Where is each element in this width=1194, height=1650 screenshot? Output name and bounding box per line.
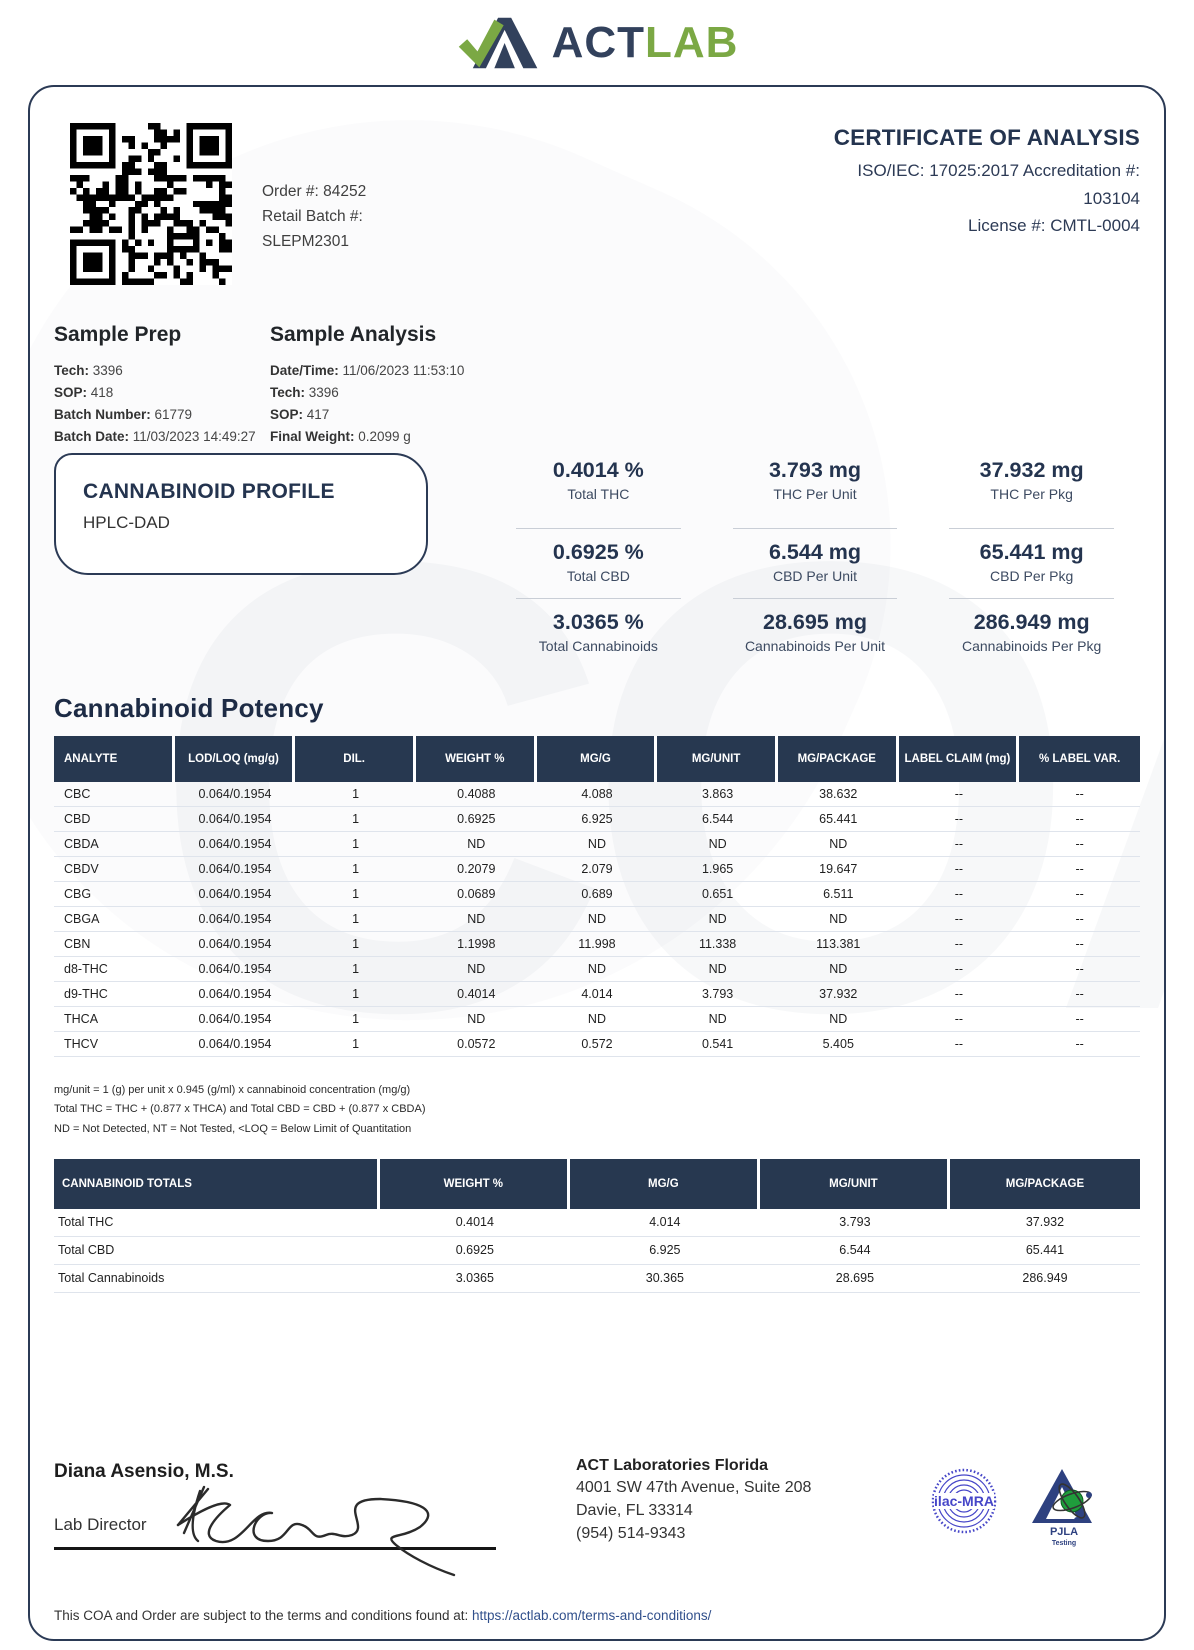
terms-link[interactable]: https://actlab.com/terms-and-conditions/ bbox=[471, 1608, 712, 1623]
summary-cell bbox=[490, 593, 707, 663]
summary-value: 3.793 mg bbox=[768, 458, 861, 482]
summary-label: Total THC bbox=[567, 486, 630, 502]
table-cell: ND bbox=[537, 832, 658, 857]
table-cell: 4.088 bbox=[537, 782, 658, 807]
footer-text: This COA and Order are subject to the terms and conditions found at: bbox=[54, 1608, 472, 1623]
profile-title: CANNABINOID PROFILE bbox=[83, 480, 335, 503]
actlab-logo-text bbox=[551, 17, 739, 67]
sample-prep-fields bbox=[54, 360, 270, 449]
table-cell: 1 bbox=[295, 782, 416, 807]
accreditation-line: ISO/IEC: 17025:2017 Accreditation #: bbox=[857, 161, 1140, 180]
table-cell: -- bbox=[1019, 1007, 1140, 1032]
table-cell: CBDA bbox=[54, 832, 175, 857]
sample-analysis-title: Sample Analysis bbox=[270, 323, 437, 346]
table-cell: 6.925 bbox=[537, 807, 658, 832]
table-cell: 19.647 bbox=[778, 857, 899, 882]
table-row bbox=[54, 957, 1140, 982]
table-cell: 0.651 bbox=[657, 882, 778, 907]
table-cell: CBGA bbox=[54, 907, 175, 932]
addr-line-1: 4001 SW 47th Avenue, Suite 208 bbox=[576, 1479, 812, 1497]
lab-name: ACT Laboratories Florida bbox=[576, 1456, 769, 1474]
table-cell: -- bbox=[899, 857, 1020, 882]
field: Batch Date: 11/03/2023 14:49:27 bbox=[54, 429, 256, 445]
table-cell: 28.695 bbox=[760, 1265, 950, 1293]
sample-analysis-section bbox=[270, 323, 465, 445]
certificate-accreditation bbox=[834, 157, 1140, 240]
table-cell: ND bbox=[657, 1007, 778, 1032]
table-row bbox=[54, 907, 1140, 932]
summary-cell bbox=[707, 523, 924, 593]
pjla-label: PJLA bbox=[1049, 1525, 1079, 1538]
summary-cell bbox=[923, 523, 1140, 593]
lab-director-role: Lab Director bbox=[54, 1514, 147, 1534]
table-row bbox=[54, 932, 1140, 957]
cannabinoid-profile-box bbox=[54, 453, 428, 575]
table-cell: 0.0572 bbox=[416, 1032, 537, 1057]
table-cell: ND bbox=[778, 832, 899, 857]
totals-table bbox=[54, 1159, 1140, 1293]
table-cell: Total CBD bbox=[54, 1237, 380, 1265]
table-cell: -- bbox=[899, 982, 1020, 1007]
table-cell: -- bbox=[899, 957, 1020, 982]
table-row bbox=[54, 782, 1140, 807]
table-cell: 0.6925 bbox=[380, 1237, 570, 1265]
signature-line bbox=[54, 1547, 496, 1550]
column-header: MG/G bbox=[570, 1159, 760, 1209]
table-cell: 38.632 bbox=[778, 782, 899, 807]
summary-label: THC Per Unit bbox=[773, 486, 857, 502]
column-header: MG/PACKAGE bbox=[950, 1159, 1140, 1209]
footnote-line: Total THC = THC + (0.877 x THCA) and Total CBD = CBD + (0.877 x CBDA) bbox=[54, 1103, 426, 1116]
table-cell: 0.4014 bbox=[380, 1209, 570, 1237]
lab-address bbox=[576, 1455, 811, 1546]
table-cell: -- bbox=[899, 807, 1020, 832]
table-cell: 0.064/0.1954 bbox=[175, 1007, 296, 1032]
table-cell: -- bbox=[1019, 782, 1140, 807]
summary-cell bbox=[923, 453, 1140, 523]
order-info bbox=[262, 179, 366, 254]
table-cell: CBG bbox=[54, 882, 175, 907]
certificate-title: CERTIFICATE OF ANALYSIS bbox=[833, 125, 1140, 150]
field: Tech: 3396 bbox=[54, 363, 123, 378]
summary-divider bbox=[949, 598, 1114, 599]
table-cell: d9-THC bbox=[54, 982, 175, 1007]
table-cell: ND bbox=[537, 957, 658, 982]
table-cell: 65.441 bbox=[950, 1237, 1140, 1265]
table-cell: CBN bbox=[54, 932, 175, 957]
table-row bbox=[54, 1007, 1140, 1032]
table-row bbox=[54, 982, 1140, 1007]
accreditation-number: 103104 bbox=[1083, 188, 1140, 208]
table-cell: 1 bbox=[295, 982, 416, 1007]
table-cell: -- bbox=[1019, 857, 1140, 882]
retail-batch-label: Retail Batch #: bbox=[262, 208, 363, 226]
table-cell: 0.064/0.1954 bbox=[175, 1032, 296, 1057]
summary-cell bbox=[490, 453, 707, 523]
table-cell: 1 bbox=[295, 1032, 416, 1057]
table-cell: -- bbox=[899, 882, 1020, 907]
table-cell: ND bbox=[657, 832, 778, 857]
field: SOP: 417 bbox=[270, 407, 330, 423]
table-row bbox=[54, 1209, 1140, 1237]
summary-label: CBD Per Pkg bbox=[990, 568, 1074, 584]
retail-batch-value: SLEPM2301 bbox=[262, 233, 350, 251]
logo-act: ACT bbox=[551, 17, 645, 67]
column-header: MG/UNIT bbox=[657, 736, 778, 782]
table-cell: 113.381 bbox=[778, 932, 899, 957]
table-cell: 11.998 bbox=[537, 932, 658, 957]
table-cell: 1 bbox=[295, 882, 416, 907]
table-row bbox=[54, 832, 1140, 857]
addr-line-2: Davie, FL 33314 bbox=[576, 1502, 693, 1520]
table-cell: ND bbox=[416, 832, 537, 857]
table-cell: 11.338 bbox=[657, 932, 778, 957]
table-row bbox=[54, 1032, 1140, 1057]
table-cell: -- bbox=[899, 832, 1020, 857]
table-cell: THCV bbox=[54, 1032, 175, 1057]
column-header: WEIGHT % bbox=[380, 1159, 570, 1209]
table-cell: -- bbox=[1019, 982, 1140, 1007]
summary-label: Cannabinoids Per Pkg bbox=[962, 638, 1102, 654]
svg-text:ilac-MRA: ilac-MRA bbox=[934, 1492, 994, 1509]
table-cell: 3.793 bbox=[760, 1209, 950, 1237]
summary-grid bbox=[490, 453, 1140, 663]
potency-table bbox=[54, 736, 1140, 1057]
table-cell: ND bbox=[537, 1007, 658, 1032]
table-cell: 6.925 bbox=[570, 1237, 760, 1265]
table-cell: 1 bbox=[295, 857, 416, 882]
column-header: % LABEL VAR. bbox=[1019, 736, 1140, 782]
table-cell: 37.932 bbox=[778, 982, 899, 1007]
table-cell: ND bbox=[416, 957, 537, 982]
table-cell: 4.014 bbox=[537, 982, 658, 1007]
table-cell: CBD bbox=[54, 807, 175, 832]
table-cell: 1.1998 bbox=[416, 932, 537, 957]
table-cell: -- bbox=[1019, 882, 1140, 907]
column-header: WEIGHT % bbox=[416, 736, 537, 782]
table-cell: ND bbox=[416, 1007, 537, 1032]
field: SOP: 418 bbox=[54, 385, 114, 401]
top-row bbox=[54, 87, 1140, 285]
table-cell: 6.544 bbox=[657, 807, 778, 832]
table-cell: 0.0689 bbox=[416, 882, 537, 907]
license-line: License #: CMTL-0004 bbox=[968, 216, 1140, 236]
table-cell: 1 bbox=[295, 1007, 416, 1032]
table-cell: ND bbox=[778, 907, 899, 932]
footer-terms bbox=[54, 1608, 1140, 1623]
table-cell: 1 bbox=[295, 932, 416, 957]
column-header: MG/UNIT bbox=[760, 1159, 950, 1209]
table-cell: 1 bbox=[295, 957, 416, 982]
table-cell: 0.064/0.1954 bbox=[175, 932, 296, 957]
table-cell: ND bbox=[537, 907, 658, 932]
column-header: LOD/LOQ (mg/g) bbox=[175, 736, 296, 782]
table-cell: 0.4014 bbox=[416, 982, 537, 1007]
summary-value: 3.0365 % bbox=[552, 610, 644, 634]
profile-row bbox=[54, 453, 1140, 663]
totals-body bbox=[54, 1209, 1140, 1293]
column-header: ANALYTE bbox=[54, 736, 175, 782]
table-cell: Total Cannabinoids bbox=[54, 1265, 380, 1293]
summary-label: Total Cannabinoids bbox=[538, 638, 658, 654]
table-cell: 1 bbox=[295, 832, 416, 857]
table-row bbox=[54, 1237, 1140, 1265]
summary-divider bbox=[516, 598, 681, 599]
table-cell: ND bbox=[657, 907, 778, 932]
table-cell: CBC bbox=[54, 782, 175, 807]
table-row bbox=[54, 882, 1140, 907]
table-cell: 30.365 bbox=[570, 1265, 760, 1293]
field: Final Weight: 0.2099 g bbox=[270, 429, 411, 445]
table-row bbox=[54, 857, 1140, 882]
table-cell: 0.064/0.1954 bbox=[175, 832, 296, 857]
table-row bbox=[54, 807, 1140, 832]
table-cell: THCA bbox=[54, 1007, 175, 1032]
table-cell: d8-THC bbox=[54, 957, 175, 982]
table-cell: -- bbox=[899, 1007, 1020, 1032]
summary-divider bbox=[516, 528, 681, 529]
order-number: Order #: 84252 bbox=[262, 183, 367, 200]
summary-cell bbox=[707, 593, 924, 663]
potency-title: Cannabinoid Potency bbox=[54, 693, 324, 723]
sample-prep-section bbox=[54, 323, 270, 445]
pjla-sub-label: Testing bbox=[1051, 1539, 1077, 1547]
signature-block bbox=[54, 1461, 524, 1550]
pjla-logo-icon bbox=[1028, 1465, 1100, 1547]
profile-method: HPLC-DAD bbox=[83, 513, 170, 532]
field: Batch Number: 61779 bbox=[54, 407, 193, 423]
table-cell: -- bbox=[899, 1032, 1020, 1057]
table-cell: ND bbox=[657, 957, 778, 982]
summary-cell bbox=[490, 523, 707, 593]
table-cell: CBDV bbox=[54, 857, 175, 882]
table-cell: 0.689 bbox=[537, 882, 658, 907]
table-cell: 4.014 bbox=[570, 1209, 760, 1237]
summary-cell bbox=[707, 453, 924, 523]
summary-label: Cannabinoids Per Unit bbox=[744, 638, 886, 654]
table-cell: 0.2079 bbox=[416, 857, 537, 882]
footnote-line: ND = Not Detected, NT = Not Tested, <LOQ = Below Limit of Quantitation bbox=[54, 1122, 412, 1135]
sample-prep-title: Sample Prep bbox=[54, 323, 182, 346]
summary-cell bbox=[923, 593, 1140, 663]
table-cell: 0.064/0.1954 bbox=[175, 882, 296, 907]
table-cell: -- bbox=[899, 782, 1020, 807]
summary-value: 65.441 mg bbox=[979, 540, 1084, 564]
summary-label: CBD Per Unit bbox=[772, 568, 857, 584]
summary-divider bbox=[733, 528, 898, 529]
sample-sections bbox=[54, 323, 1140, 445]
column-header: LABEL CLAIM (mg) bbox=[899, 736, 1020, 782]
table-cell: 3.863 bbox=[657, 782, 778, 807]
table-cell: ND bbox=[778, 1007, 899, 1032]
table-cell: 0.572 bbox=[537, 1032, 658, 1057]
table-cell: 37.932 bbox=[950, 1209, 1140, 1237]
certificate-header bbox=[834, 125, 1140, 240]
summary-value: 28.695 mg bbox=[763, 610, 867, 634]
table-cell: ND bbox=[778, 957, 899, 982]
column-header: CANNABINOID TOTALS bbox=[54, 1159, 380, 1209]
totals-header-row bbox=[54, 1159, 1140, 1209]
actlab-logo-icon bbox=[456, 14, 542, 72]
table-cell: 0.064/0.1954 bbox=[175, 782, 296, 807]
table-row bbox=[54, 1265, 1140, 1293]
table-cell: 5.405 bbox=[778, 1032, 899, 1057]
table-cell: -- bbox=[1019, 957, 1140, 982]
table-cell: 1 bbox=[295, 807, 416, 832]
table-cell: -- bbox=[1019, 832, 1140, 857]
header-logo bbox=[0, 0, 1194, 85]
table-cell: 6.544 bbox=[760, 1237, 950, 1265]
summary-label: THC Per Pkg bbox=[990, 486, 1073, 502]
logo-lab: LAB bbox=[645, 17, 739, 67]
field: Tech: 3396 bbox=[270, 385, 339, 401]
column-header: DIL. bbox=[295, 736, 416, 782]
signature-row bbox=[54, 1456, 1140, 1550]
summary-label: Total CBD bbox=[566, 568, 630, 584]
table-cell: -- bbox=[1019, 932, 1140, 957]
footnote-line: mg/unit = 1 (g) per unit x 0.945 (g/ml) x cannabinoid concentration (mg/g) bbox=[54, 1084, 411, 1096]
certificate-sheet bbox=[28, 85, 1166, 1641]
table-cell: 65.441 bbox=[778, 807, 899, 832]
column-header: MG/G bbox=[537, 736, 658, 782]
table-cell: ND bbox=[416, 907, 537, 932]
table-cell: -- bbox=[899, 907, 1020, 932]
potency-body bbox=[54, 782, 1140, 1057]
summary-value: 0.6925 % bbox=[552, 540, 644, 564]
accreditation-logos bbox=[930, 1465, 1100, 1547]
table-cell: 3.0365 bbox=[380, 1265, 570, 1293]
table-cell: 1.965 bbox=[657, 857, 778, 882]
summary-value: 0.4014 % bbox=[552, 458, 644, 482]
lab-director-name: Diana Asensio, M.S. bbox=[54, 1460, 234, 1482]
table-cell: 0.6925 bbox=[416, 807, 537, 832]
table-cell: 0.064/0.1954 bbox=[175, 857, 296, 882]
table-cell: 286.949 bbox=[950, 1265, 1140, 1293]
table-cell: -- bbox=[899, 932, 1020, 957]
table-cell: Total THC bbox=[54, 1209, 380, 1237]
table-cell: 3.793 bbox=[657, 982, 778, 1007]
summary-value: 286.949 mg bbox=[973, 610, 1090, 634]
summary-divider bbox=[733, 598, 898, 599]
table-cell: 0.4088 bbox=[416, 782, 537, 807]
qr-code bbox=[70, 123, 232, 285]
summary-value: 37.932 mg bbox=[979, 458, 1084, 482]
summary-value: 6.544 mg bbox=[768, 540, 861, 564]
table-cell: -- bbox=[1019, 907, 1140, 932]
column-header: MG/PACKAGE bbox=[778, 736, 899, 782]
field: Date/Time: 11/06/2023 11:53:10 bbox=[270, 363, 465, 378]
table-cell: 0.064/0.1954 bbox=[175, 807, 296, 832]
table-cell: 0.064/0.1954 bbox=[175, 907, 296, 932]
table-cell: 0.541 bbox=[657, 1032, 778, 1057]
table-cell: 2.079 bbox=[537, 857, 658, 882]
ilac-mra-logo-icon bbox=[930, 1465, 998, 1543]
summary-divider bbox=[949, 528, 1114, 529]
table-cell: 6.511 bbox=[778, 882, 899, 907]
table-cell: 0.064/0.1954 bbox=[175, 957, 296, 982]
footnotes bbox=[54, 1081, 1140, 1139]
table-cell: -- bbox=[1019, 807, 1140, 832]
table-cell: 1 bbox=[295, 907, 416, 932]
addr-line-3: (954) 514-9343 bbox=[576, 1524, 686, 1542]
table-cell: -- bbox=[1019, 1032, 1140, 1057]
potency-header-row bbox=[54, 736, 1140, 782]
table-cell: 0.064/0.1954 bbox=[175, 982, 296, 1007]
